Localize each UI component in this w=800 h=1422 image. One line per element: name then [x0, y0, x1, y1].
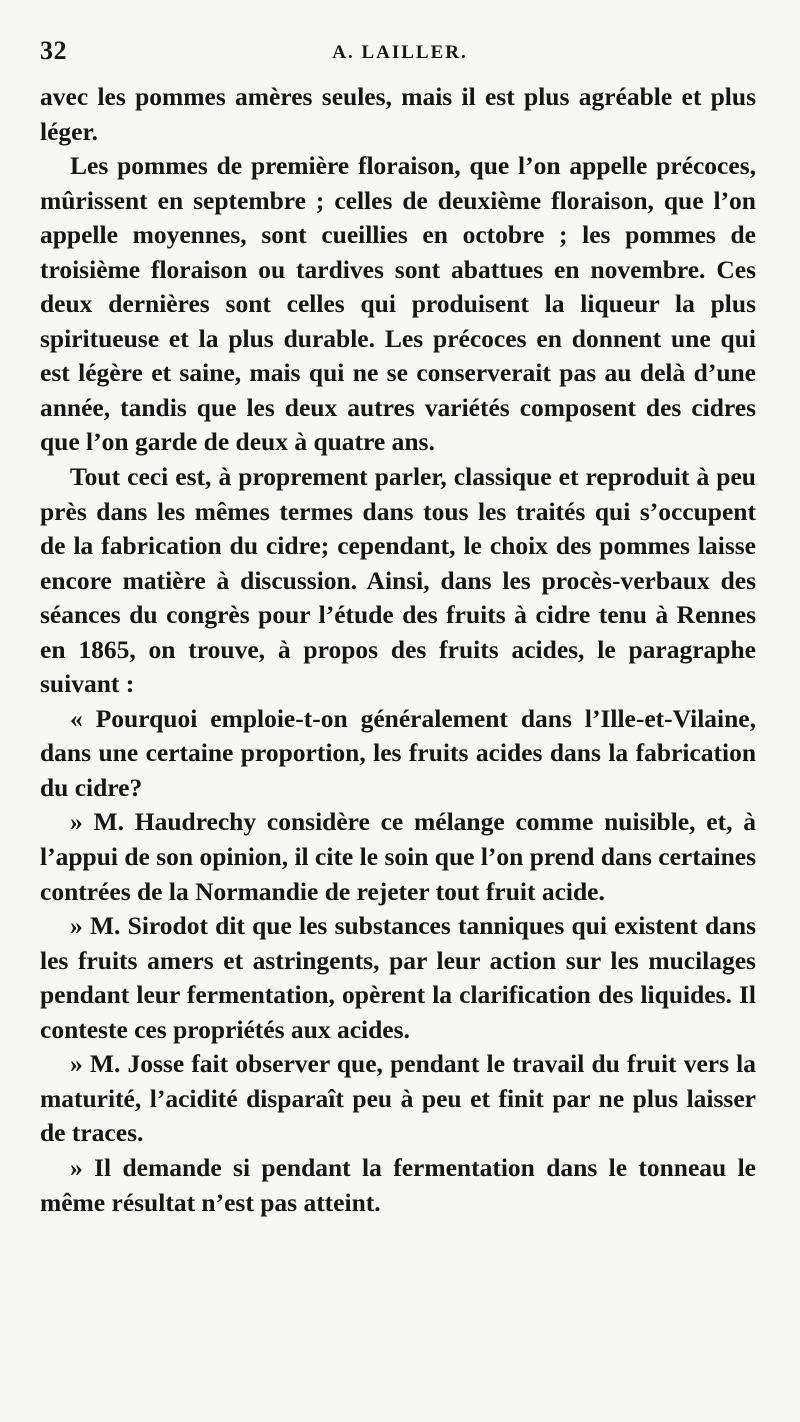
quote-paragraph: » M. Haudrechy considère ce mélange comme nuisible, et, à l’appui de son opinion, il cite le soin que l’on prend dans certaines contrées de la Normandie de rejeter tout fruit acide. [40, 807, 756, 906]
body-text [40, 80, 756, 1220]
page-number: 32 [40, 36, 67, 65]
paragraph: Tout ceci est, à proprement parler, classique et reproduit à peu près dans les mêmes termes dans tous les traités qui s’occupent de la fabrication du cidre; cependant, le choix des pommes laisse encore matière à discussion. Ainsi, dans les procès-verbaux des séances du congrès pour l’étude des fruits à cidre tenu à Rennes en 1865, on trouve, à propos des fruits acides, le paragraphe suivant : [40, 462, 756, 699]
quote-paragraph: » M. Sirodot dit que les substances tanniques qui existent dans les fruits amers et astringents, par leur action sur les mucilages pendant leur fermentation, opèrent la clarification des liquides. Il conteste ces propriétés aux acides. [40, 911, 756, 1044]
running-head: A. LAILLER. [332, 42, 468, 63]
paragraph: Les pommes de première floraison, que l’on appelle précoces, mûrissent en septembre ; celles de deuxième floraison, que l’on appelle moyennes, sont cueillies en octobre ; les pommes de troisième floraison ou tardives sont abattues en novembre. Ces deux dernières sont celles qui produisent la liqueur la plus spiritueuse et la plus durable. Les précoces en donnent une qui est légère et saine, mais qui ne se conserverait pas au delà d’une année, tandis que les deux autres variétés composent des cidres que l’on garde de deux à quatre ans. [40, 151, 756, 457]
quote-paragraph: « Pourquoi emploie-t-on généralement dans l’Ille-et-Vilaine, dans une certaine proportion, les fruits acides dans la fabrication du cidre? [40, 703, 756, 802]
quote-paragraph: » Il demande si pendant la fermentation dans le tonneau le même résultat n’est pas atteint. [40, 1152, 756, 1217]
quote-paragraph: » M. Josse fait observer que, pendant le travail du fruit vers la maturité, l’acidité disparaît peu à peu et finit par ne plus laisser de traces. [40, 1049, 756, 1148]
paragraph: avec les pommes amères seules, mais il est plus agréable et plus léger. [40, 82, 756, 146]
page-header [40, 36, 760, 76]
